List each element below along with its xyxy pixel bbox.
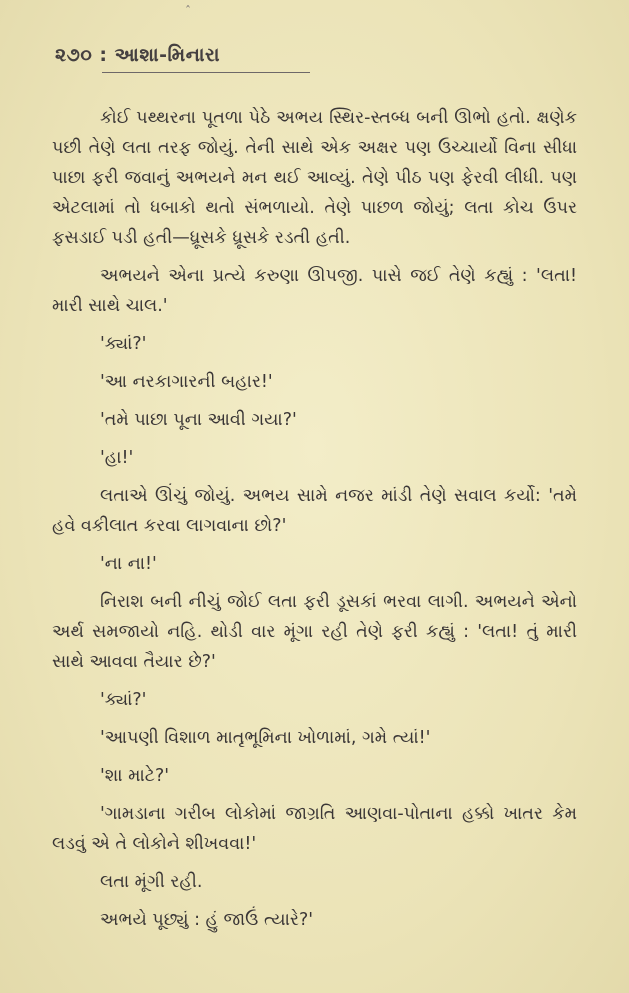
dialogue-line: 'શા માટે?' — [100, 766, 170, 786]
paragraph: કોઈ પથ્થરના પૂતળા પેઠે અભય સ્થિર-સ્તબ્ધ બની ઊભો હતો. ક્ષણેક પછી તેણે લતા તરફ જોયું. તેની સાથે એક અક્ષર પણ ઉચ્ચાર્યો વિના સીધા પાછા ફરી જવાનું અભયને મન થઈ આવ્યું. તેણે પીઠ પણ ફેરવી લીધી. પણ એટલામાં તો ધબાકો થતો સંભળાયો. તેણે પાછળ જોયું; લતા કોચ ઉપર ફસડાઈ પડી હતી—ધ્રૂસકે ધ્રૂસકે રડતી હતી. — [52, 108, 577, 248]
top-ornament: ˆ — [185, 4, 191, 18]
narration-line: લતા મૂંગી રહી. — [100, 872, 203, 892]
book-title: આશા-મિનારા — [114, 44, 221, 66]
header-underline — [102, 72, 310, 73]
page-number: ૨૭૦ — [55, 44, 93, 66]
dialogue-line: 'આ નરકાગારની બહાર!' — [100, 372, 273, 392]
header-separator: : — [99, 44, 108, 66]
dialogue-line: 'હા!' — [100, 448, 134, 468]
narration-line: અભયે પૂછ્યું : હું જાઉં ત્યારે?' — [100, 910, 314, 930]
dialogue-line: 'આપણી વિશાળ માતૃભૂમિના ખોળામાં, ગમે ત્યાં!' — [100, 728, 431, 748]
dialogue-line: 'ક્યાં?' — [100, 334, 147, 354]
page-body — [52, 103, 577, 935]
paragraph: નિરાશ બની નીચું જોઈ લતા ફરી ડૂસકાં ભરવા લાગી. અભયને એનો અર્થ સમજાયો નહિ. થોડી વાર મૂંગા રહી તેણે ફરી કહ્યું : 'લતા! તું મારી સાથે આવવા તૈયાર છે?' — [52, 592, 577, 672]
dialogue-line: 'તમે પાછા પૂના આવી ગયા?' — [100, 410, 297, 430]
dialogue-line: 'ક્યાં?' — [100, 690, 147, 710]
paragraph: અભયને એના પ્રત્યે કરુણા ઊપજી. પાસે જઈ તેણે કહ્યું : 'લતા! મારી સાથે ચાલ.' — [52, 266, 577, 316]
paragraph: લતાએ ઊંચું જોયું. અભય સામે નજર માંડી તેણે સવાલ કર્યો: 'તમે હવે વકીલાત કરવા લાગવાના છો?' — [52, 486, 577, 536]
paragraph: 'ગામડાના ગરીબ લોકોમાં જાગ્રતિ આણવા-પોતાના હક્કો ખાતર કેમ લડવું એ તે લોકોને શીખવવા!' — [52, 804, 577, 854]
dialogue-line: 'ના ના!' — [100, 554, 157, 574]
running-head — [55, 40, 577, 70]
